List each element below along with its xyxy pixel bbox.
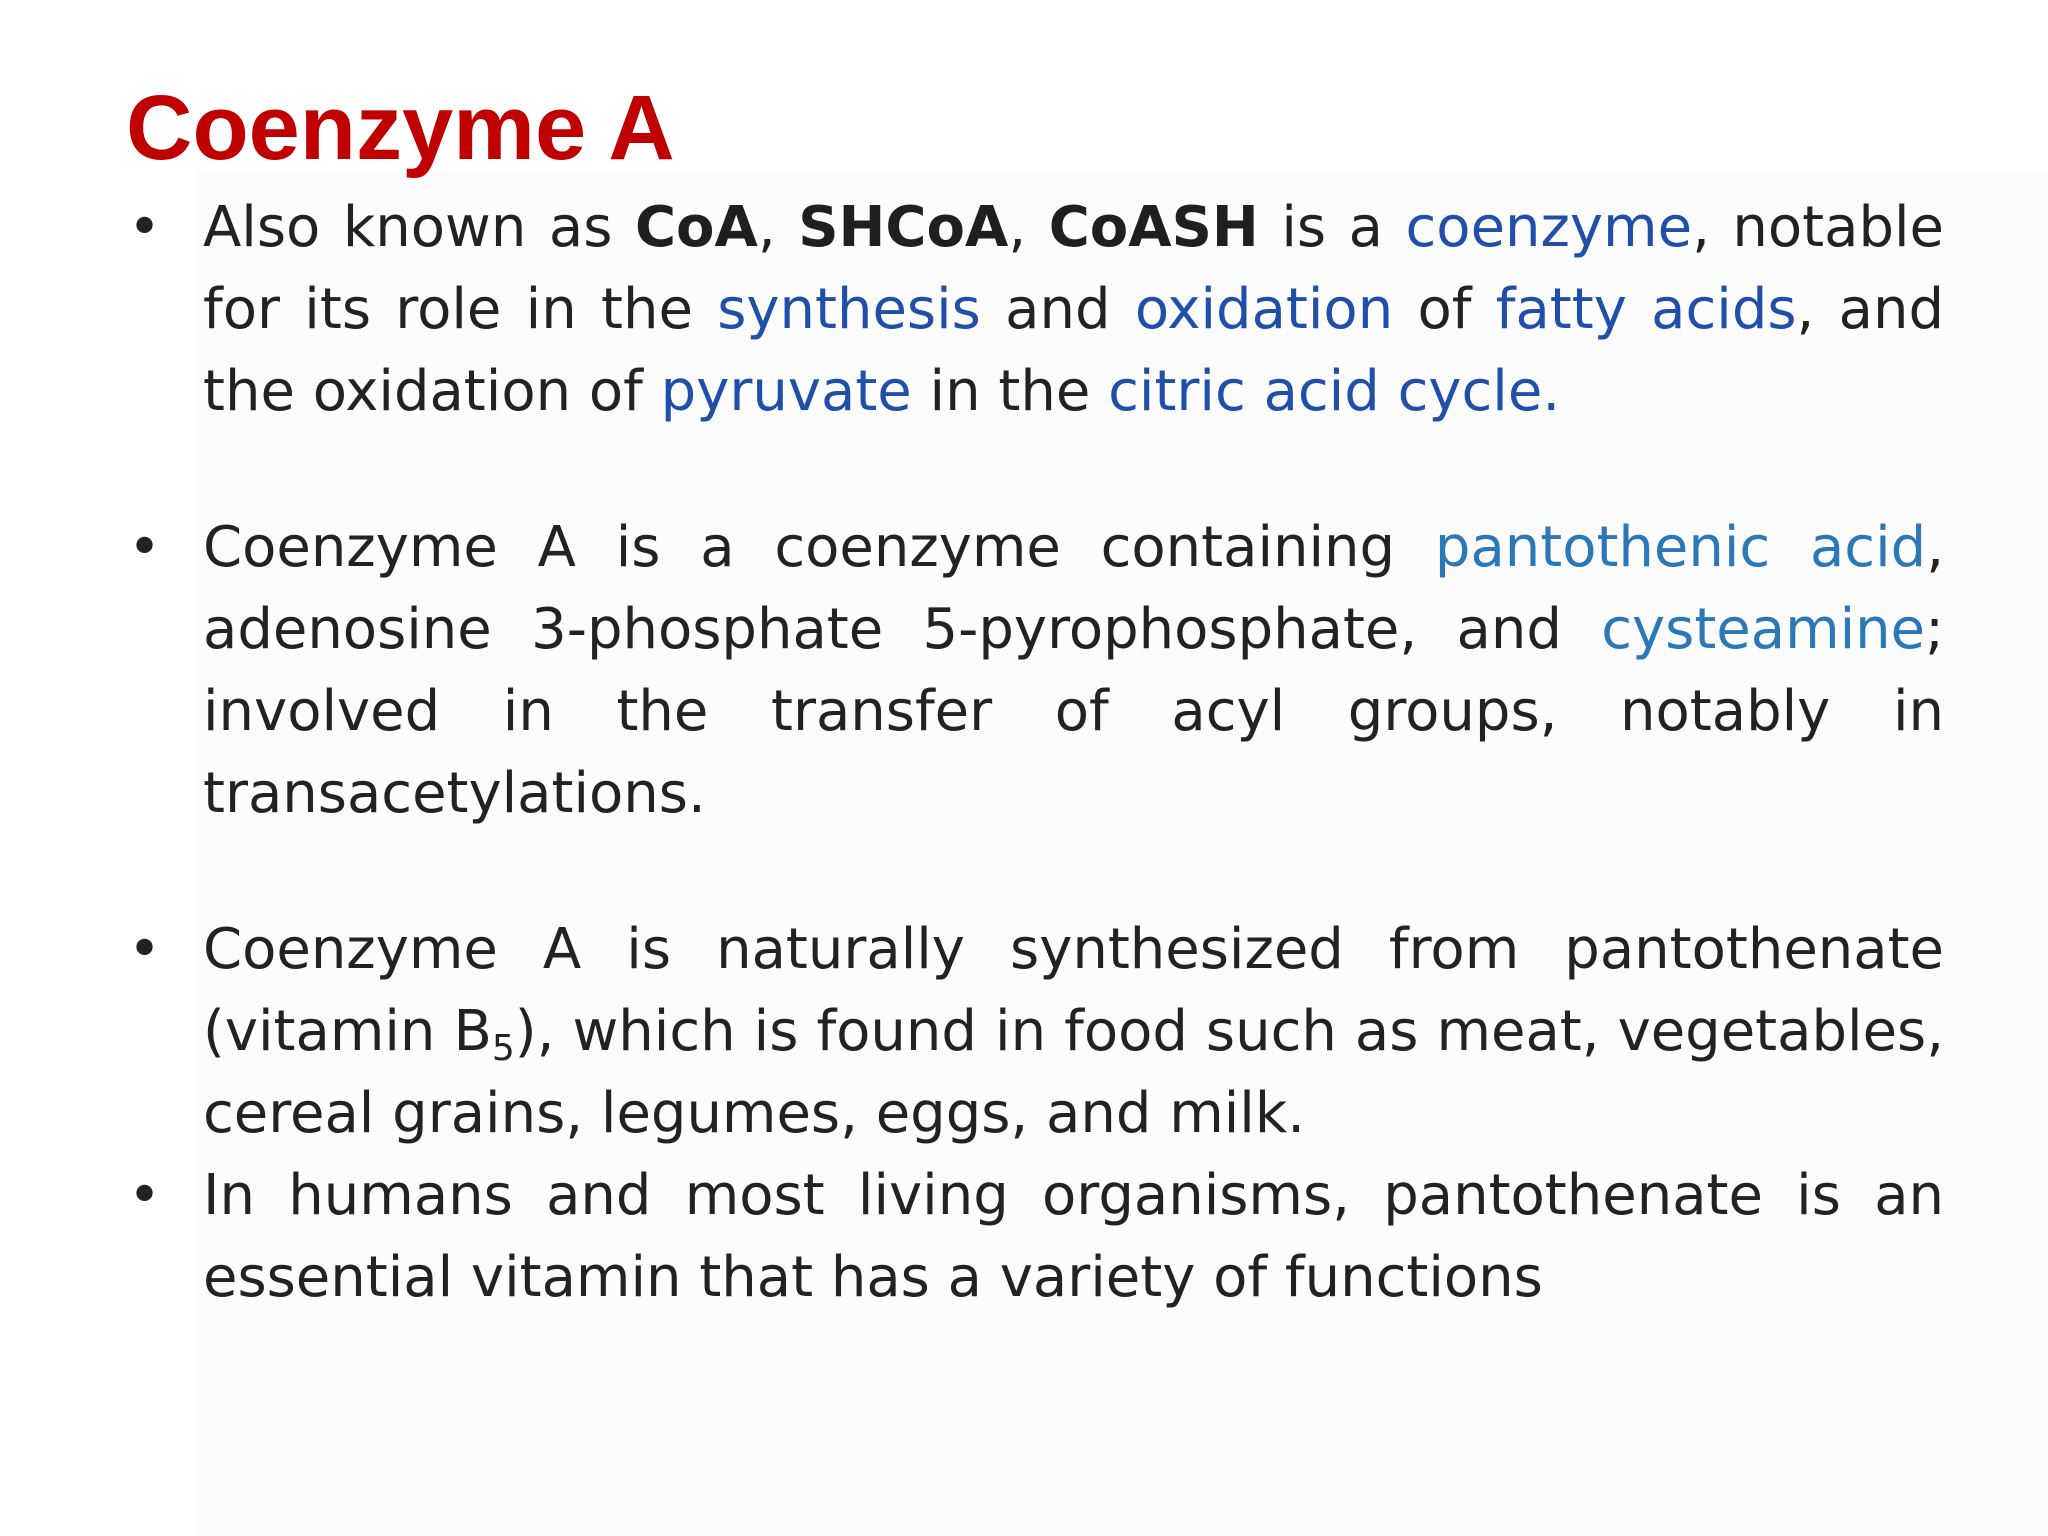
bullet-item-4 [126,1155,1944,1319]
text-run: , [1008,195,1049,260]
bullet-dot-icon: • [128,195,162,260]
bullet-text [203,909,1944,1155]
text-run: is a [1258,195,1406,260]
bullet-dot-icon: • [128,515,162,580]
link-cysteamine[interactable]: cysteamine [1601,597,1926,662]
bold-term-coa: CoA [634,195,758,260]
text-run: in the [911,359,1109,424]
text-run: , adenosine 3-phosphate 5-pyrophosphate, and [203,515,1945,662]
text-run: of [1393,277,1496,342]
bullet-item-2 [126,507,1944,835]
bullet-text [203,187,1944,433]
link-fatty-acids[interactable]: fatty acids [1495,277,1797,342]
link-pyruvate[interactable]: pyruvate [660,359,912,424]
bullet-item-1 [126,187,1944,433]
text-run: Coenzyme A is naturally synthesized from pantothenate (vitamin B [203,917,1944,1064]
bullet-text [203,507,1944,835]
link-pantothenic-acid[interactable]: pantothenic acid [1434,515,1927,580]
bullet-dot-icon: • [128,1163,162,1228]
bullet-text [203,1155,1944,1319]
bold-term-shcoa: SHCoA [798,195,1009,260]
text-run: Coenzyme A is a coenzyme containing [203,515,1435,580]
bullet-list [126,187,1944,1319]
text-run: In humans and most living organisms, pantothenate is an essential vitamin that has a variety of functions [203,1163,1944,1310]
text-run: Also known as [203,195,635,260]
link-coenzyme[interactable]: coenzyme [1405,195,1693,260]
link-oxidation[interactable]: oxidation [1134,277,1394,342]
link-citric-acid-cycle[interactable]: citric acid cycle. [1108,359,1561,424]
text-run: ; involved in the transfer of acyl groups, notably in transacetylations. [203,597,1944,826]
text-run: , notable for its role in the [203,195,1945,342]
bullet-dot-icon: • [128,917,162,982]
slide-title: Coenzyme A [126,77,675,179]
text-run: , and the oxidation of [203,277,1945,424]
text-run: ), which is found in food such as meat, vegetables, cereal grains, legumes, eggs, and milk. [203,999,1944,1146]
link-synthesis[interactable]: synthesis [717,277,981,342]
bold-term-coash: CoASH [1048,195,1259,260]
text-run: , [757,195,799,260]
subscript: 5 [491,1028,515,1069]
bullet-item-3 [126,909,1944,1155]
text-run: and [980,277,1135,342]
